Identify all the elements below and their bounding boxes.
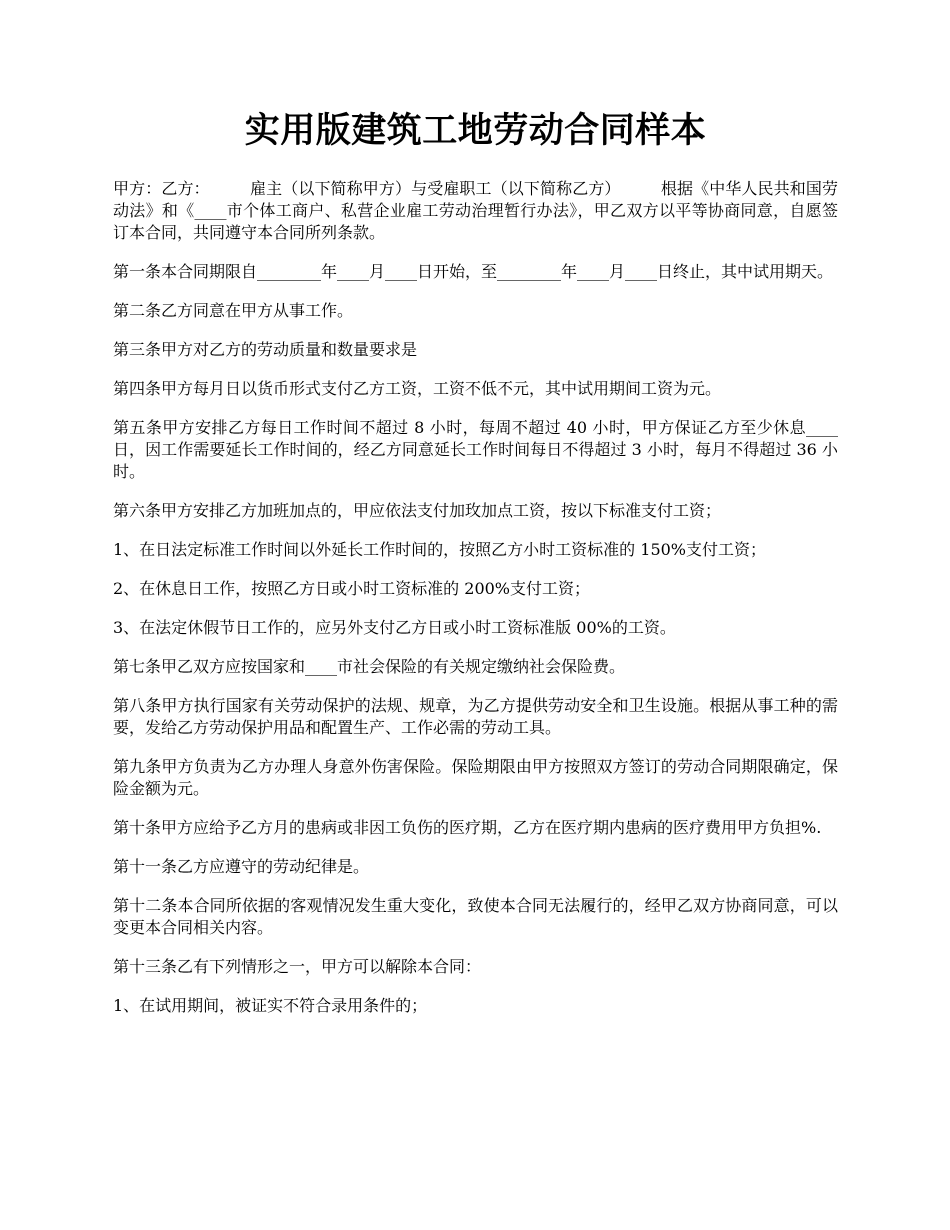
document-title: 实用版建筑工地劳动合同样本 bbox=[244, 110, 707, 151]
paragraph-preamble: 甲方：乙方： 雇主（以下简称甲方）与受雇职工（以下简称乙方） 根据《中华人民共和国劳动法》和《____市个体工商户、私营企业雇工劳动治理暂行办法》，甲乙双方以平等协商同意，自愿签订本合同，共同遵守本合同所列条款。 bbox=[113, 179, 838, 242]
paragraph-article-6-item-2: 2、在休息日工作，按照乙方日或小时工资标准的 200%支付工资； bbox=[113, 579, 591, 598]
paragraph-article-1: 第一条本合同期限自________年____月____日开始，至________年____月____日终止，其中试用期天。 bbox=[113, 262, 834, 281]
paragraph-article-2: 第二条乙方同意在甲方从事工作。 bbox=[113, 301, 354, 320]
paragraph-article-4: 第四条甲方每月日以货币形式支付乙方工资，工资不低不元，其中试用期间工资为元。 bbox=[113, 379, 722, 398]
paragraph-article-10: 第十条甲方应给予乙方月的患病或非因工负伤的医疗期，乙方在医疗期内患病的医疗费用甲方负担%. bbox=[113, 818, 822, 837]
paragraph-article-3: 第三条甲方对乙方的劳动质量和数量要求是 bbox=[113, 340, 418, 359]
paragraph-article-5: 第五条甲方安排乙方每日工作时间不超过 8 小时，每周不超过 40 小时，甲方保证乙方至少休息____日，因工作需要延长工作时间的，经乙方同意延长工作时间每日不得超过 3 小时，每月不得超过 36 小时。 bbox=[113, 418, 838, 481]
paragraph-article-6-item-1: 1、在日法定标准工作时间以外延长工作时间的，按照乙方小时工资标准的 150%支付工资； bbox=[113, 540, 767, 559]
paragraph-article-13: 第十三条乙有下列情形之一，甲方可以解除本合同： bbox=[113, 957, 482, 976]
paragraph-article-6-item-3: 3、在法定休假节日工作的，应另外支付乙方日或小时工资标准版 00%的工资。 bbox=[113, 618, 676, 637]
paragraph-article-12: 第十二条本合同所依据的客观情况发生重大变化，致使本合同无法履行的，经甲乙双方协商同意，可以变更本合同相关内容。 bbox=[113, 896, 838, 937]
paragraph-article-13-item-1: 1、在试用期间，被证实不符合录用条件的； bbox=[113, 996, 428, 1015]
paragraph-article-9: 第九条甲方负责为乙方办理人身意外伤害保险。保险期限由甲方按照双方签订的劳动合同期限确定，保险金额为元。 bbox=[113, 757, 838, 798]
paragraph-article-8: 第八条甲方执行国家有关劳动保护的法规、规章，为乙方提供劳动安全和卫生设施。根据从事工种的需要，发给乙方劳动保护用品和配置生产、工作必需的劳动工具。 bbox=[113, 696, 838, 737]
paragraph-article-6: 第六条甲方安排乙方加班加点的，甲应依法支付加玫加点工资，按以下标准支付工资； bbox=[113, 501, 722, 520]
paragraph-article-7: 第七条甲乙双方应按国家和____市社会保险的有关规定缴纳社会保险费。 bbox=[113, 657, 626, 676]
paragraph-article-11: 第十一条乙方应遵守的劳动纪律是。 bbox=[113, 857, 370, 876]
